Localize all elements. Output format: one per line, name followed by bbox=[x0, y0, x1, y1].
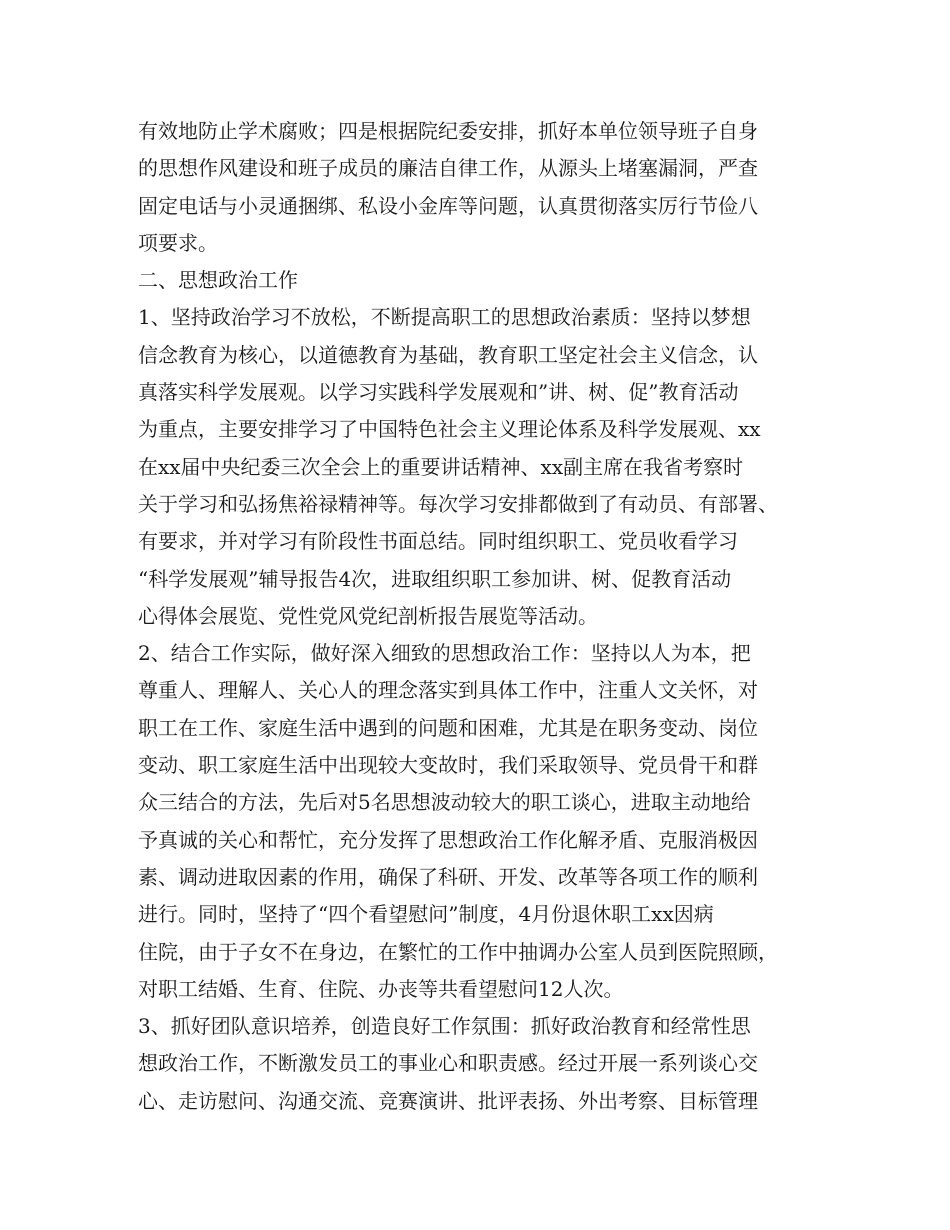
text-line: 对职工结婚、生育、住院、办丧等共看望慰问12人次。 bbox=[138, 976, 624, 1001]
text-line: 项要求。 bbox=[138, 230, 218, 255]
text-line: 真落实科学发展观。以学习实践科学发展观和”讲、树、促”教育活动 bbox=[138, 380, 739, 405]
text-line: 信念教育为核心，以道德教育为基础，教育职工坚定社会主义信念，认 bbox=[138, 342, 758, 367]
text-line: 变动、职工家庭生活中出现较大变故时，我们采取领导、党员骨干和群 bbox=[138, 753, 758, 778]
text-line: 有效地防止学术腐败；四是根据院纪委安排，抓好本单位领导班子自身 bbox=[138, 119, 758, 143]
text-line: 为重点，主要安排学习了中国特色社会主义理论体系及科学发展观、xx bbox=[138, 417, 761, 442]
text-line: 固定电话与小灵通捆绑、私设小金库等问题，认真贯彻落实厉行节俭八 bbox=[138, 193, 758, 218]
text-line: 众三结合的方法，先后对5名思想波动较大的职工谈心，进取主动地给 bbox=[138, 790, 751, 815]
text-line: 想政治工作，不断激发员工的事业心和职责感。经过开展一系列谈心交 bbox=[138, 1051, 758, 1076]
text-line: 有要求，并对学习有阶段性书面总结。同时组织职工、党员收看学习 bbox=[138, 529, 738, 554]
text-line: 3、抓好团队意识培养，创造良好工作氛围：抓好政治教育和经常性思 bbox=[138, 1014, 751, 1039]
text-line: 心得体会展览、党性党风党纪剖析报告展览等活动。 bbox=[138, 603, 598, 628]
text-line: “科学发展观”辅导报告4次，进取组织职工参加讲、树、促教育活动 bbox=[138, 566, 732, 591]
text-line: 心、走访慰问、沟通交流、竞赛演讲、批评表扬、外出考察、目标管理 bbox=[138, 1088, 758, 1113]
text-line: 关于学习和弘扬焦裕禄精神等。每次学习安排都做到了有动员、有部署、 bbox=[138, 491, 778, 516]
text-line: 2、结合工作实际，做好深入细致的思想政治工作：坚持以人为本，把 bbox=[138, 641, 751, 666]
text-line: 进行。同时，坚持了“四个看望慰问”制度，4月份退休职工xx因病 bbox=[138, 902, 714, 927]
text-line: 住院，由于子女不在身边，在繁忙的工作中抽调办公室人员到医院照顾， bbox=[138, 939, 778, 964]
text-line: 素、调动进取因素的作用，确保了科研、开发、改革等各项工作的顺利 bbox=[138, 864, 758, 889]
text-line: 职工在工作、家庭生活中遇到的问题和困难，尤其是在职务变动、岗位 bbox=[138, 715, 758, 740]
text-line: 尊重人、理解人、关心人的理念落实到具体工作中，注重人文关怀，对 bbox=[138, 678, 758, 703]
text-line: 1、坚持政治学习不放松，不断提高职工的思想政治素质：坚持以梦想 bbox=[138, 305, 751, 330]
text-line: 的思想作风建设和班子成员的廉洁自律工作，从源头上堵塞漏洞，严查 bbox=[138, 156, 758, 181]
text-line: 予真诚的关心和帮忙，充分发挥了思想政治工作化解矛盾、克服消极因 bbox=[138, 827, 758, 852]
text-line: 在xx届中央纪委三次全会上的重要讲话精神、xx副主席在我省考察时 bbox=[138, 454, 744, 479]
document-body bbox=[138, 113, 838, 1120]
section-heading: 二、思想政治工作 bbox=[138, 268, 298, 293]
